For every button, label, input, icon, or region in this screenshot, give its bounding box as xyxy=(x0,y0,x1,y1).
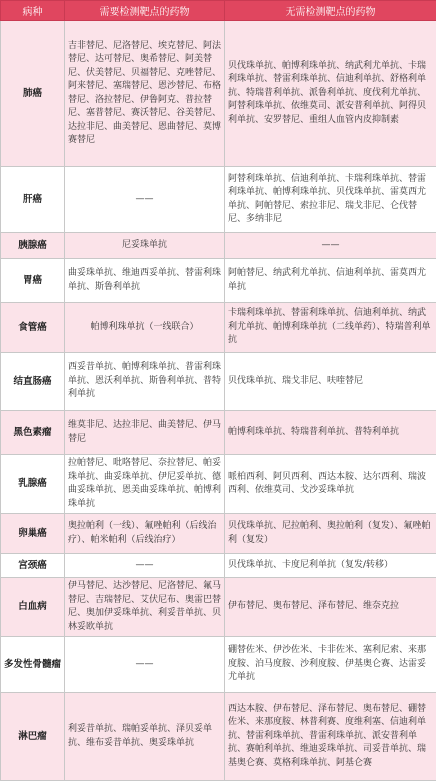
table-row xyxy=(1,21,436,167)
table-row xyxy=(1,637,436,693)
header-no-target: 无需检测靶点的药物 xyxy=(225,1,436,21)
header-need-target: 需要检测靶点的药物 xyxy=(65,1,225,21)
no-target-drugs: 哌柏西利、阿贝西利、西达本胺、达尔西利、瑞波西利、依维莫司、戈沙妥珠单抗 xyxy=(225,455,436,514)
no-target-drugs: 贝伐珠单抗、尼拉帕利、奥拉帕利（复发）、氟唑帕利（复发） xyxy=(225,514,436,554)
table-header-row xyxy=(1,1,436,21)
disease-name: 食管癌 xyxy=(1,303,65,353)
need-target-drugs: —— xyxy=(65,554,225,578)
disease-name: 宫颈癌 xyxy=(1,554,65,578)
disease-name: 肝癌 xyxy=(1,167,65,233)
disease-name: 结直肠癌 xyxy=(1,353,65,411)
disease-name: 肺癌 xyxy=(1,21,65,167)
table-row xyxy=(1,233,436,259)
no-target-drugs: —— xyxy=(225,233,436,259)
need-target-drugs: —— xyxy=(65,637,225,693)
table-row xyxy=(1,578,436,637)
table-row xyxy=(1,554,436,578)
need-target-drugs: 帕博利珠单抗（一线联合） xyxy=(65,303,225,353)
disease-name: 黑色素瘤 xyxy=(1,411,65,455)
disease-name: 卵巢癌 xyxy=(1,514,65,554)
no-target-drugs: 硼替佐米、伊沙佐米、卡非佐米、塞利尼索、来那度胺、泊马度胺、沙利度胺、伊基奥仑赛、达雷妥尤单抗 xyxy=(225,637,436,693)
disease-name: 白血病 xyxy=(1,578,65,637)
no-target-drugs: 阿替利珠单抗、信迪利单抗、卡瑞利珠单抗、替雷利珠单抗、帕博利珠单抗、贝伐珠单抗、雷莫西尤单抗、阿帕替尼、索拉非尼、瑞戈非尼、仑伐替尼、多纳非尼 xyxy=(225,167,436,233)
need-target-drugs: 曲妥珠单抗、维迪西妥单抗、替雷利珠单抗、斯鲁利单抗 xyxy=(65,259,225,303)
no-target-drugs: 伊布替尼、奥布替尼、泽布替尼、维奈克拉 xyxy=(225,578,436,637)
need-target-drugs: 伊马替尼、达沙替尼、尼洛替尼、氟马替尼、吉瑞替尼、艾伏尼布、奥雷巴替尼、奥加伊妥珠单抗、利妥昔单抗、贝林妥欧单抗 xyxy=(65,578,225,637)
disease-name: 多发性骨髓瘤 xyxy=(1,637,65,693)
header-disease: 病种 xyxy=(1,1,65,21)
need-target-drugs: 尼妥珠单抗 xyxy=(65,233,225,259)
need-target-drugs: 拉帕替尼、吡咯替尼、奈拉替尼、帕妥珠单抗、曲妥珠单抗、伊尼妥单抗、德曲妥珠单抗、恩美曲妥珠单抗、帕博利珠单抗 xyxy=(65,455,225,514)
disease-name: 胃癌 xyxy=(1,259,65,303)
table-row xyxy=(1,303,436,353)
no-target-drugs: 卡瑞利珠单抗、替雷利珠单抗、信迪利单抗、纳武利尤单抗、帕博利珠单抗（二线单药）、特瑞普利单抗 xyxy=(225,303,436,353)
table-row xyxy=(1,514,436,554)
disease-name: 淋巴瘤 xyxy=(1,693,65,781)
no-target-drugs: 帕博利珠单抗、特瑞普利单抗、普特利单抗 xyxy=(225,411,436,455)
disease-name: 胰腺癌 xyxy=(1,233,65,259)
need-target-drugs: 奥拉帕利（一线）、氟唑帕利（后线治疗）、帕米帕利（后线治疗） xyxy=(65,514,225,554)
no-target-drugs: 贝伐珠单抗、卡度尼利单抗（复发/转移） xyxy=(225,554,436,578)
table-row xyxy=(1,259,436,303)
table-row xyxy=(1,167,436,233)
need-target-drugs: 西妥昔单抗、帕博利珠单抗、普雷利珠单抗、恩沃利单抗、斯鲁利单抗、普特利单抗 xyxy=(65,353,225,411)
disease-name: 乳腺癌 xyxy=(1,455,65,514)
no-target-drugs: 西达本胺、伊布替尼、泽布替尼、奥布替尼、硼替佐米、来那度胺、林普利赛、度维利塞、信迪利单抗、替雷利珠单抗、普雷利珠单抗、派安普利单抗、赛帕利单抗、维迪妥珠单抗、司妥昔单抗、瑞基奥仑赛、莫格利珠单抗、阿基仑赛 xyxy=(225,693,436,781)
no-target-drugs: 贝伐珠单抗、瑞戈非尼、呋喹替尼 xyxy=(225,353,436,411)
no-target-drugs: 阿帕替尼、纳武利尤单抗、信迪利单抗、雷莫西尤单抗 xyxy=(225,259,436,303)
need-target-drugs: 维莫非尼、达拉非尼、曲美替尼、伊马替尼 xyxy=(65,411,225,455)
need-target-drugs: 利妥昔单抗、瑞帕妥单抗、泽贝妥单抗、维布妥昔单抗、奥妥珠单抗 xyxy=(65,693,225,781)
need-target-drugs: —— xyxy=(65,167,225,233)
table-row xyxy=(1,411,436,455)
table-row xyxy=(1,455,436,514)
table-row xyxy=(1,353,436,411)
need-target-drugs: 吉非替尼、尼洛替尼、埃克替尼、阿法替尼、达可替尼、奥希替尼、阿美替尼、伏美替尼、贝福替尼、克唑替尼、阿来替尼、塞瑞替尼、恩沙替尼、布格替尼、洛拉替尼、伊鲁阿克、普拉替尼、塞普替尼、赛沃替尼、谷美替尼、达拉非尼、曲美替尼、恩曲替尼、莫博赛替尼 xyxy=(65,21,225,167)
no-target-drugs: 贝伐珠单抗、帕博利珠单抗、纳武利尤单抗、卡瑞利珠单抗、替雷利珠单抗、信迪利单抗、舒格利单抗、特瑞普利单抗、派鲁利单抗、度伐利尤单抗、阿替利珠单抗、依维莫司、派安普利单抗、阿得贝利单抗、安罗替尼、重组人血管内皮抑制素 xyxy=(225,21,436,167)
table-row xyxy=(1,693,436,781)
